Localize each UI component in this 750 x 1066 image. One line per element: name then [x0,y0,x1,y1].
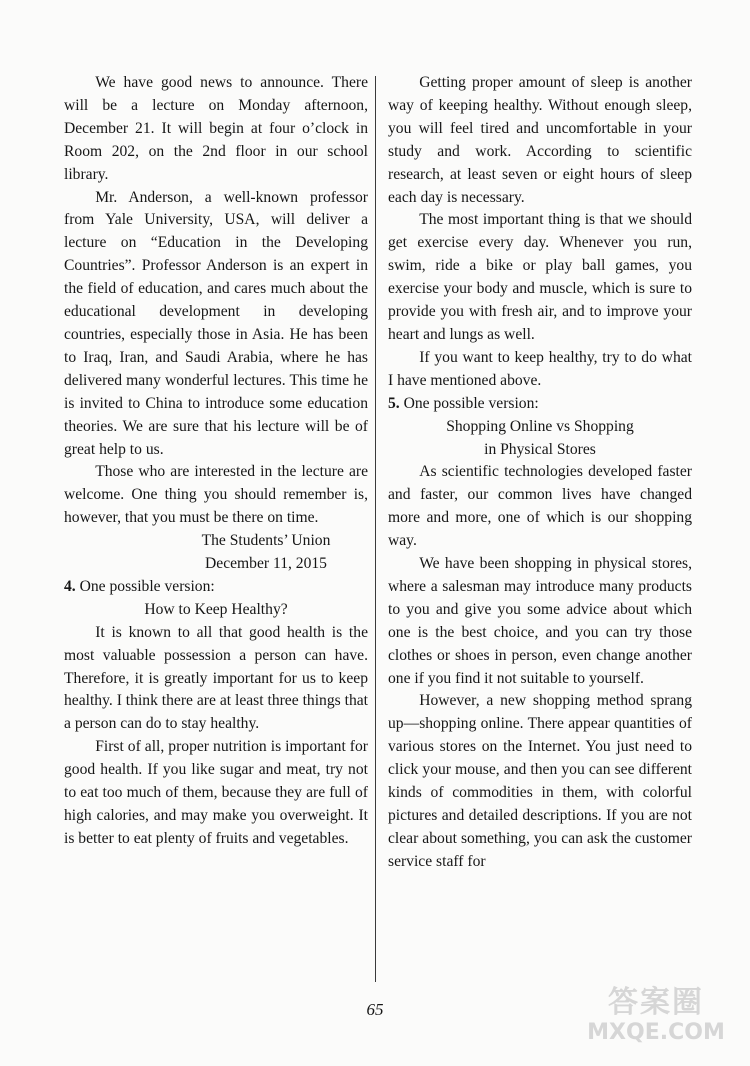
announcement-paragraph-1: We have good news to announce. There will be a lecture on Monday afternoon, December 21. It will begin at four o’clock in Room 202, on the 2nd floor in our school library. [64,74,368,183]
announcement-paragraph-3: Those who are interested in the lecture are welcome. One thing you should remember is, however, that you must be there on time. [64,463,368,527]
item-4-paragraph-2: First of all, proper nutrition is important for good health. If you like sugar and meat, try not to eat too much of them, because they are full of high calories, and may make you overweight. It is better to eat plenty of fruits and vegetables. [64,738,368,847]
item-5-heading [388,393,692,416]
item-5-paragraph-1: As scientific technologies developed faster and faster, our common lives have changed more and more, one of which is our shopping way. [388,463,692,550]
item-4-paragraph-3: Getting proper amount of sleep is another way of keeping healthy. Without enough sleep, you will feel tired and uncomfortable in your study and work. According to scientific research, at least seven or eight hours of sleep each day is necessary. [388,74,692,206]
item-4-number: 4. [64,577,76,595]
watermark [578,986,734,1046]
right-column [388,72,692,874]
item-5-title-line-1: Shopping Online vs Shopping [446,417,634,435]
item-5-paragraph-2: We have been shopping in physical stores, where a salesman may introduce many products to you and give you some advice about which one is the best choice, and you can try those clothes or shoes in person, even change another one if you find it not suitable to yourself. [388,555,692,687]
signature-date: December 11, 2015 [205,555,327,573]
item-4-paragraph-5: If you want to keep healthy, try to do what I have mentioned above. [388,348,692,389]
item-5-title-line-2: in Physical Stores [484,440,596,458]
left-column [64,72,368,851]
item-5-paragraph-3: However, a new shopping method sprang up—shopping online. There appear quantities of various stores on the Internet. You just need to click your mouse, and then you can see different kinds of commodities in them, with colorful pictures and detailed descriptions. If you are not clear about something, you can ask the customer service staff for [388,692,692,870]
item-4-heading [64,576,368,599]
announcement-paragraph-2: Mr. Anderson, a well-known professor from Yale University, USA, will deliver a lecture on “Education in the Developing Countries”. Professor Anderson is an expert in the field of education, and cares much about the educational development in developing countries, especially those in Asia. He has been to Iraq, Iran, and Saudi Arabia, where he has delivered many wonderful lectures. This time he is invited to China to introduce some education theories. We are sure that his lecture will be of great help to us. [64,188,368,458]
item-5-label: One possible version: [403,394,539,412]
item-5-number: 5. [388,394,400,412]
signature: The Students’ Union [201,532,331,550]
item-4-title: How to Keep Healthy? [144,600,288,618]
item-4-paragraph-4: The most important thing is that we should get exercise every day. Whenever you run, swim, ride a bike or play ball games, you exercise your body and muscle, which is sure to provide you with fresh air, and to improve your heart and lungs as well. [388,211,692,343]
item-4-label: One possible version: [79,577,215,595]
item-4-paragraph-1: It is known to all that good health is the most valuable possession a person can have. Therefore, it is greatly important for us to keep healthy. I think there are at least three things that a person can do to stay healthy. [64,623,368,733]
page-number: 65 [366,1000,384,1019]
watermark-url: MXQE.COM [587,1020,725,1045]
column-divider [375,76,376,982]
watermark-logo: 答案圈 [608,985,704,1020]
